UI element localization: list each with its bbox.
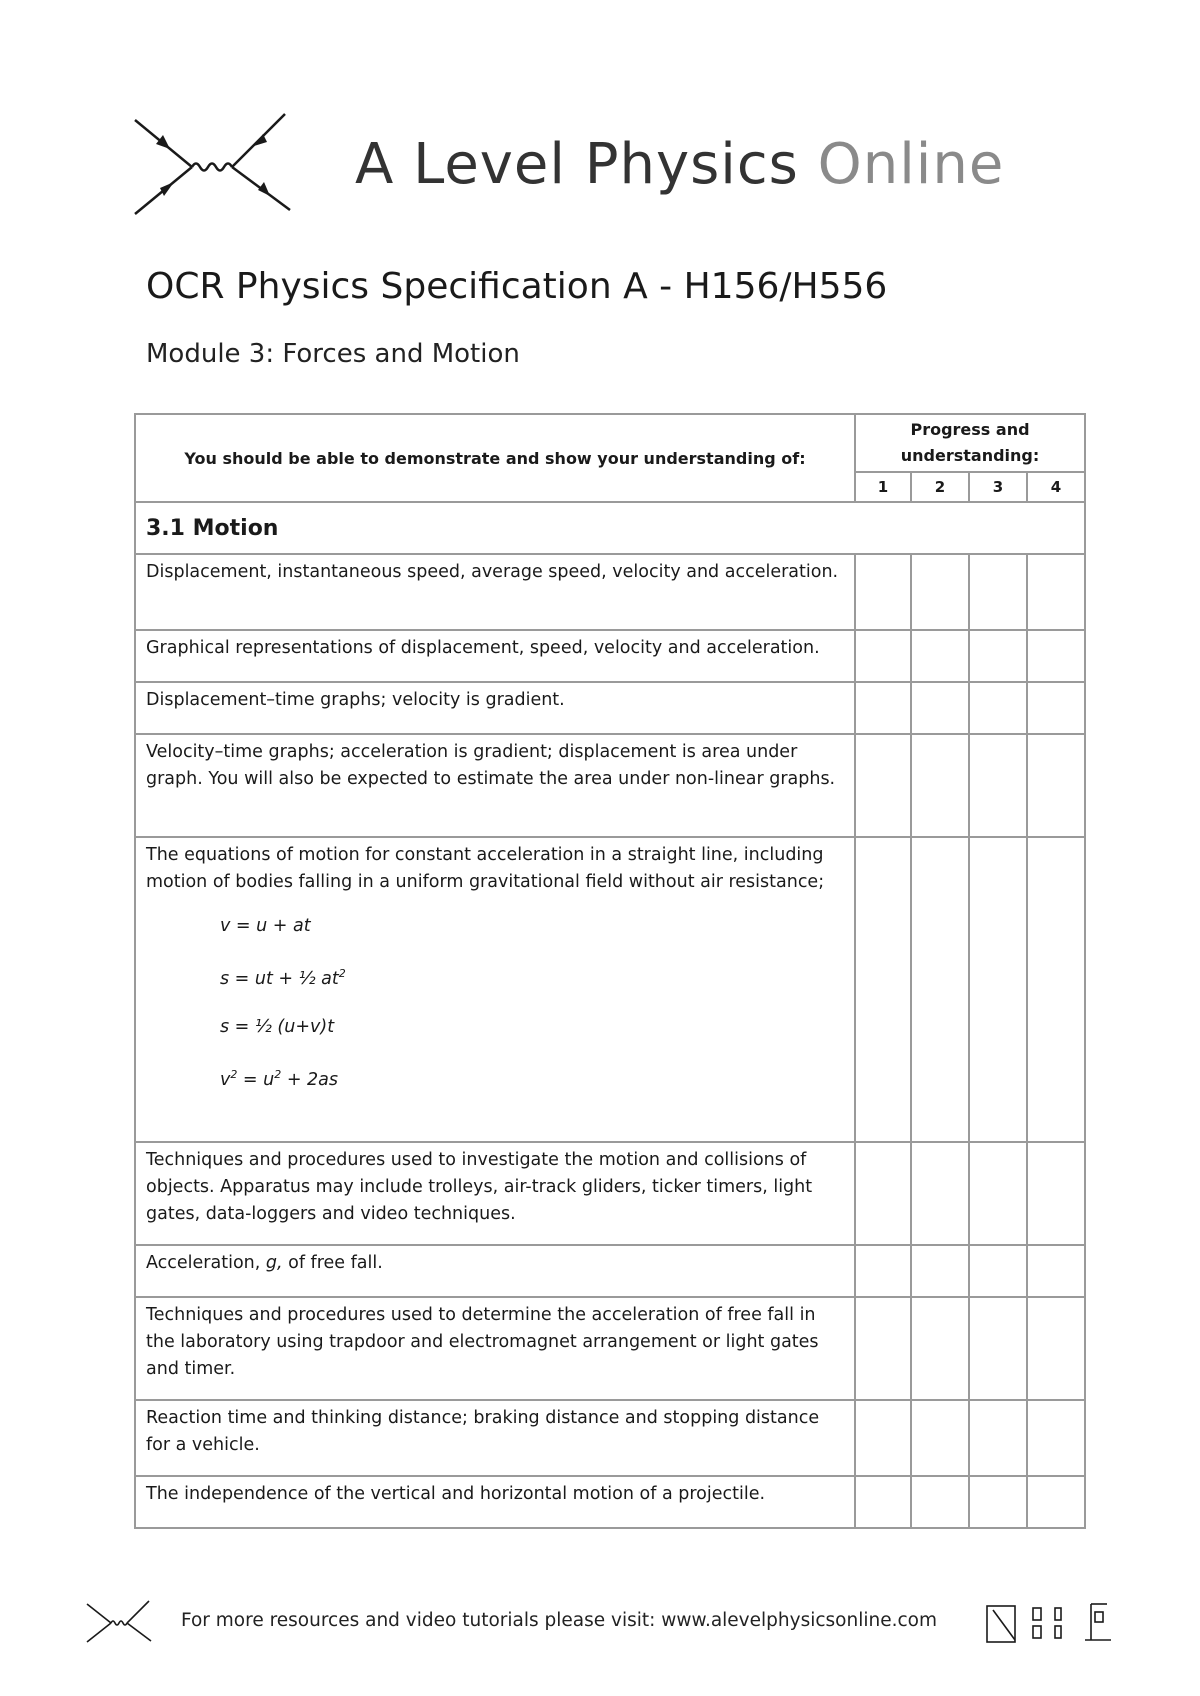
row-text: Reaction time and thinking distance; braking distance and stopping distance for a vehicle.	[135, 1400, 855, 1476]
checkbox-level-3[interactable]	[969, 1297, 1027, 1400]
header-progress	[855, 414, 1085, 472]
row-text: Techniques and procedures used to determine the acceleration of free fall in the laboratory using trapdoor and electromagnet arrangement or light gates and timer.	[135, 1297, 855, 1400]
checkbox-level-1[interactable]	[855, 1400, 911, 1476]
logo-text-light: Online	[817, 132, 1005, 197]
checkbox-level-3[interactable]	[969, 1400, 1027, 1476]
equipment-icons	[985, 1600, 1125, 1646]
checkbox-level-4[interactable]	[1027, 1297, 1085, 1400]
footer-link-text: For more resources and video tutorials please visit: www.alevelphysicsonline.com	[181, 1610, 937, 1631]
checkbox-level-2[interactable]	[911, 554, 969, 630]
table-row	[135, 734, 1085, 837]
checkbox-level-1[interactable]	[855, 1245, 911, 1297]
row-text: Displacement, instantaneous speed, average speed, velocity and acceleration.	[135, 554, 855, 630]
checkbox-level-3[interactable]	[969, 1142, 1027, 1245]
row-text: The independence of the vertical and horizontal motion of a projectile.	[135, 1476, 855, 1528]
checkbox-level-2[interactable]	[911, 682, 969, 734]
checkbox-level-4[interactable]	[1027, 630, 1085, 682]
checkbox-level-3[interactable]	[969, 682, 1027, 734]
row-text-equations	[135, 837, 855, 1142]
table-row	[135, 1476, 1085, 1528]
equation-1: v = u + at	[220, 916, 311, 936]
level-2-header: 2	[911, 472, 969, 502]
checkbox-level-3[interactable]	[969, 554, 1027, 630]
row-text: The equations of motion for constant acceleration in a straight line, including motion of bodies falling in a uniform gravitational field without air resistance;	[146, 845, 825, 892]
page-footer	[85, 1600, 1125, 1650]
checkbox-level-4[interactable]	[1027, 837, 1085, 1142]
table-row	[135, 837, 1085, 1142]
spec-checklist-table	[134, 413, 1086, 1529]
checkbox-level-2[interactable]	[911, 1142, 969, 1245]
checkbox-level-2[interactable]	[911, 1245, 969, 1297]
checkbox-level-4[interactable]	[1027, 1476, 1085, 1528]
checkbox-level-4[interactable]	[1027, 554, 1085, 630]
header-progress-line1: Progress and	[910, 420, 1030, 439]
table-row	[135, 630, 1085, 682]
page-title: OCR Physics Specification A - H156/H556	[146, 266, 888, 307]
table-row	[135, 1245, 1085, 1297]
checkbox-level-4[interactable]	[1027, 1245, 1085, 1297]
checkbox-level-4[interactable]	[1027, 682, 1085, 734]
checkbox-level-3[interactable]	[969, 1476, 1027, 1528]
level-1-header: 1	[855, 472, 911, 502]
checkbox-level-2[interactable]	[911, 837, 969, 1142]
checkbox-level-2[interactable]	[911, 630, 969, 682]
checkbox-level-3[interactable]	[969, 1245, 1027, 1297]
equation-2: s = ut + ½ $at^2$	[220, 967, 346, 989]
row-text: Graphical representations of displacement, speed, velocity and acceleration.	[135, 630, 855, 682]
logo-wordmark	[355, 132, 1004, 197]
site-logo	[130, 112, 1090, 222]
checkbox-level-1[interactable]	[855, 734, 911, 837]
row-text: Acceleration, g, of free fall.	[135, 1245, 855, 1297]
table-row	[135, 682, 1085, 734]
checkbox-level-3[interactable]	[969, 837, 1027, 1142]
checkbox-level-2[interactable]	[911, 1297, 969, 1400]
checkbox-level-3[interactable]	[969, 630, 1027, 682]
table-row	[135, 1142, 1085, 1245]
header-progress-line2: understanding:	[900, 446, 1040, 465]
table-row	[135, 1400, 1085, 1476]
section-heading: 3.1 Motion	[135, 502, 1085, 554]
equation-3: s = ½ (u+v)t	[220, 1016, 335, 1037]
checkbox-level-4[interactable]	[1027, 1142, 1085, 1245]
checkbox-level-4[interactable]	[1027, 1400, 1085, 1476]
checkbox-level-1[interactable]	[855, 1142, 911, 1245]
table-row	[135, 1297, 1085, 1400]
checkbox-level-4[interactable]	[1027, 734, 1085, 837]
checkbox-level-1[interactable]	[855, 1476, 911, 1528]
checkbox-level-1[interactable]	[855, 682, 911, 734]
checkbox-level-2[interactable]	[911, 1476, 969, 1528]
logo-text-dark: A Level Physics	[355, 132, 799, 197]
table-row	[135, 554, 1085, 630]
row-text: Techniques and procedures used to investigate the motion and collisions of objects. Apparatus may include trolleys, air-track gliders, ticker timers, light gates, data-loggers and video techniques.	[135, 1142, 855, 1245]
row-text: Velocity–time graphs; acceleration is gradient; displacement is area under graph. You will also be expected to estimate the area under non-linear graphs.	[135, 734, 855, 837]
checkbox-level-1[interactable]	[855, 837, 911, 1142]
level-3-header: 3	[969, 472, 1027, 502]
checkbox-level-2[interactable]	[911, 734, 969, 837]
checkbox-level-1[interactable]	[855, 554, 911, 630]
level-4-header: 4	[1027, 472, 1085, 502]
page-subtitle: Module 3: Forces and Motion	[146, 339, 520, 369]
header-description: You should be able to demonstrate and show your understanding of:	[135, 414, 855, 502]
equation-4: $v^2 = u^2 + 2as$	[220, 1067, 339, 1090]
checkbox-level-2[interactable]	[911, 1400, 969, 1476]
checkbox-level-3[interactable]	[969, 734, 1027, 837]
row-text: Displacement–time graphs; velocity is gradient.	[135, 682, 855, 734]
feynman-diagram-small-icon	[85, 1600, 155, 1646]
checkbox-level-1[interactable]	[855, 630, 911, 682]
checkbox-level-1[interactable]	[855, 1297, 911, 1400]
feynman-diagram-icon	[130, 112, 310, 222]
